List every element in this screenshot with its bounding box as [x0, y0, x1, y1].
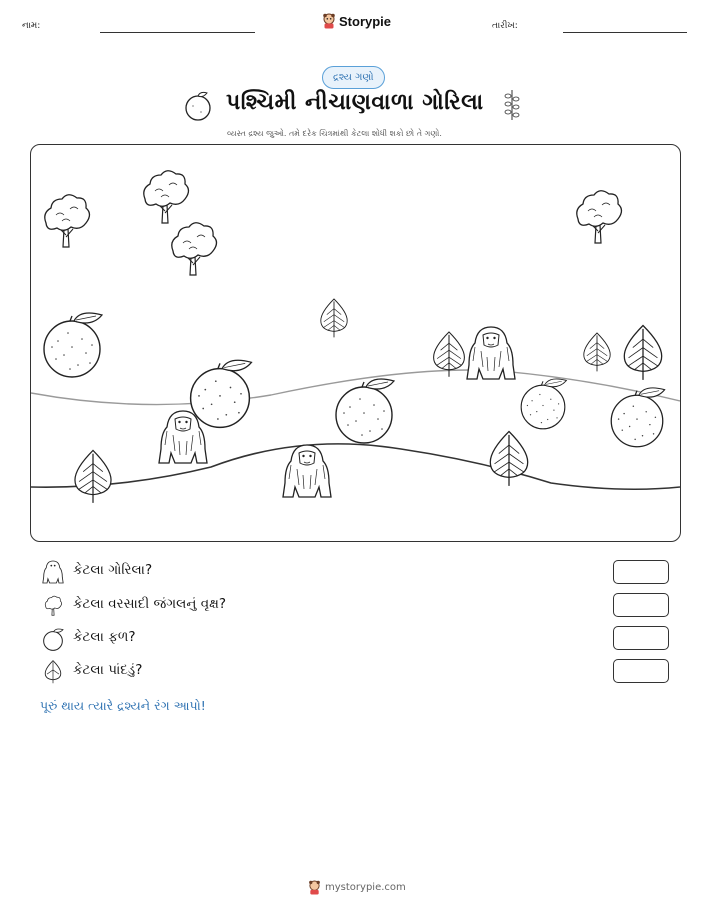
fruit-1 — [44, 313, 102, 377]
storypie-mascot-icon — [308, 880, 321, 895]
answer-box-fruit[interactable] — [613, 626, 669, 650]
site-url: mystorypie.com — [325, 882, 406, 893]
leaf-icon — [42, 660, 64, 684]
tree-3 — [172, 223, 217, 275]
fruit-3 — [336, 379, 394, 443]
tree-2 — [144, 171, 189, 223]
color-instruction: પૂરું થાય ત્યારે દ્રશ્યને રંગ આપો! — [40, 698, 206, 713]
brand-logo — [322, 13, 391, 29]
leaf-4 — [624, 326, 661, 380]
answer-box-gorilla[interactable] — [613, 560, 669, 584]
scene-artwork — [31, 145, 680, 541]
answer-box-tree[interactable] — [613, 593, 669, 617]
fruit-2 — [191, 360, 252, 427]
question-row-gorilla — [42, 560, 64, 588]
question-text: કેટલા પાંદડું? — [73, 662, 143, 678]
leaf-1 — [321, 299, 347, 337]
leaf-6 — [75, 450, 111, 502]
gorilla-2 — [283, 445, 331, 497]
tree-1 — [45, 195, 90, 247]
date-label: તારીખ: — [492, 21, 518, 31]
fruit-5 — [611, 388, 664, 447]
name-label: નામ: — [22, 21, 41, 31]
tree-icon — [42, 594, 64, 616]
tree-4 — [577, 191, 622, 243]
leaf-3 — [584, 333, 610, 371]
storypie-mascot-icon — [322, 13, 336, 29]
question-row-leaf — [42, 660, 64, 688]
fruit-4 — [521, 379, 566, 429]
leaf-5 — [490, 432, 527, 486]
activity-badge: દ્રશ્ય ગણો — [322, 66, 385, 89]
gorilla-icon — [42, 560, 64, 584]
fruit-icon — [42, 627, 64, 651]
brand-name: Storypie — [339, 13, 392, 29]
date-field[interactable] — [563, 32, 687, 33]
question-row-fruit — [42, 627, 64, 655]
question-text: કેટલા ફળ? — [73, 629, 136, 645]
question-text: કેટલા વરસાદી જંગલનું વૃક્ષ? — [73, 596, 227, 612]
instructions: વ્યસ્ત દ્રશ્ય જુઓ. તમે દરેક ચિત્રમાંથી કેટલા શોધી શકો છો તે ગણો. — [227, 129, 442, 138]
site-footer — [308, 880, 406, 895]
question-text: કેટલા ગોરિલા? — [73, 562, 153, 578]
answer-box-leaf[interactable] — [613, 659, 669, 683]
name-field[interactable] — [100, 32, 255, 33]
page-title: પશ્ચિમી નીચાણવાળા ગોરિલા — [226, 90, 484, 115]
gorilla-3 — [467, 327, 515, 379]
title-sprig-icon — [503, 88, 521, 126]
title-fruit-icon — [183, 90, 213, 126]
question-row-tree — [42, 594, 64, 620]
counting-scene — [30, 144, 681, 542]
